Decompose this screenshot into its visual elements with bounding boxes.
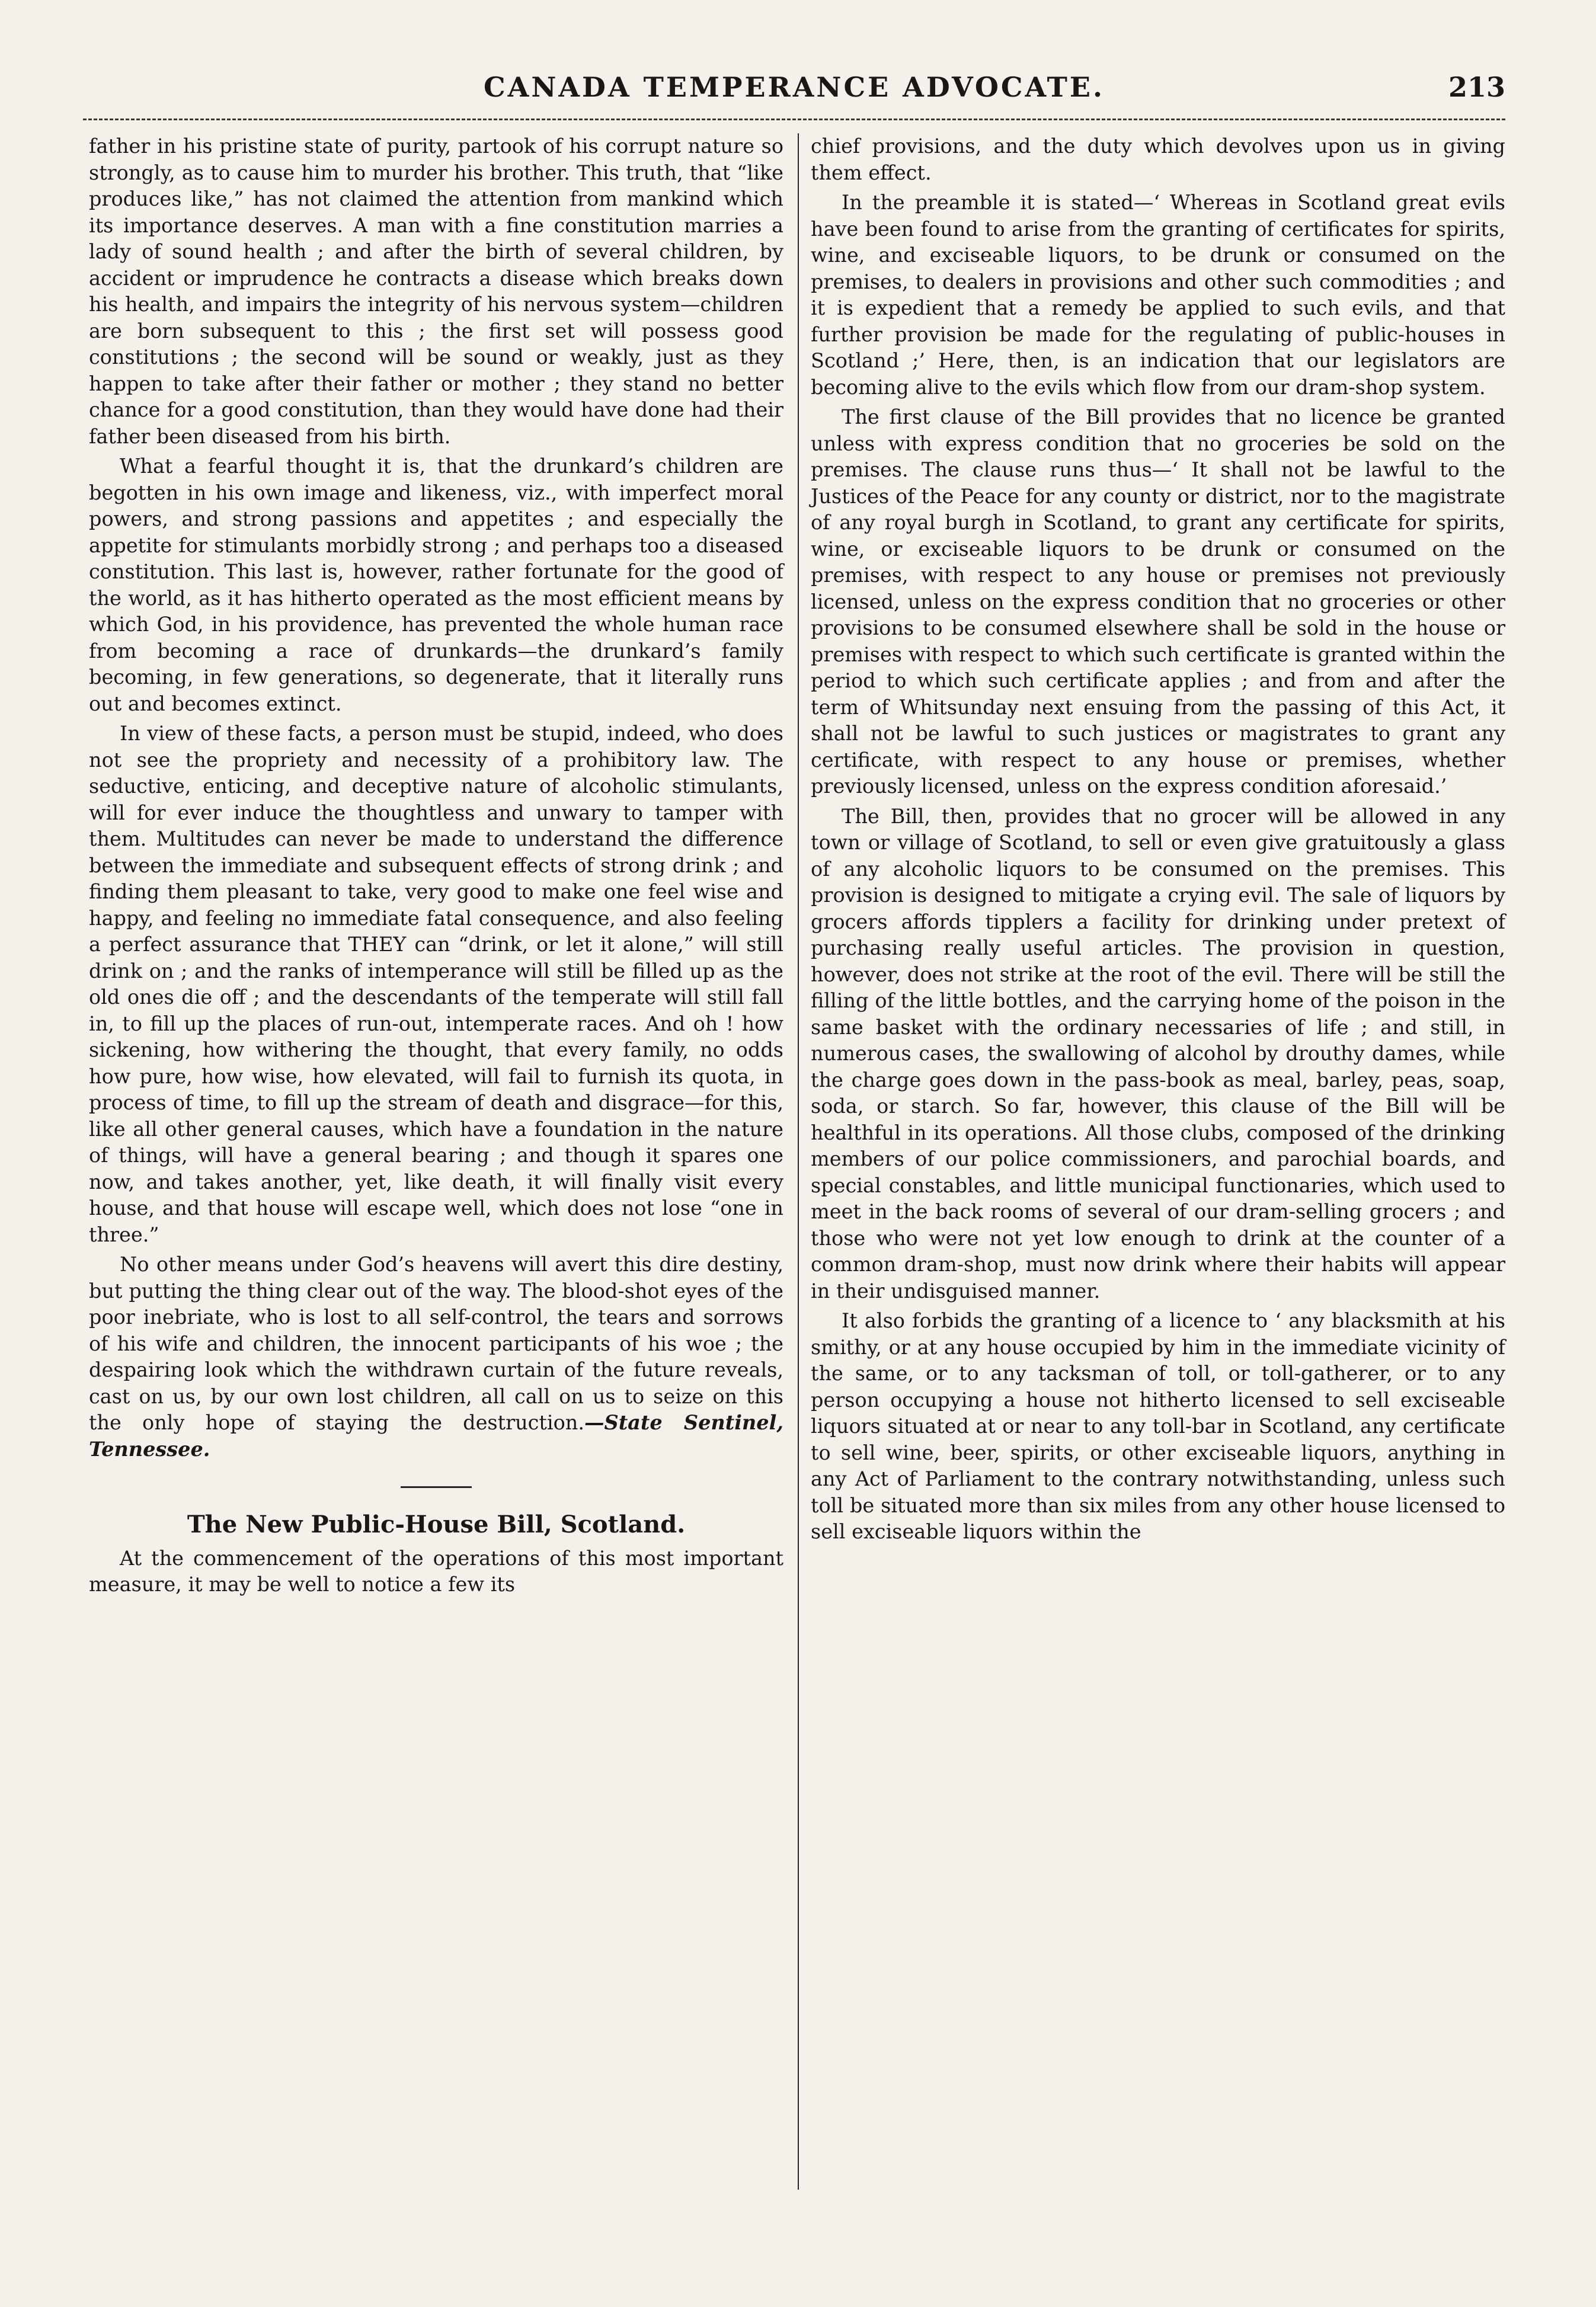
right-paragraph-4: The Bill, then, provides that no grocer will be allowed in any town or village of Scotland, to sell or even give gratuitously a glass of any alcoholic liquors to be consumed on the premises. This provision is designed to mitigate a crying evil. The sale of liquors by grocers affords tipplers a facility for drinking under pretext of purchasing really useful articles. The provision in question, however, does not strike at the root of the evil. There will be still the filling of the little bottles, and the carrying home of the poison in the same basket with the ordinary necessaries of life ; and still, in numerous cases, the swallowing of alcohol by drouthy dames, while the charge goes down in the pass-book as meal, barley, peas, soap, soda, or starch. So far, however, this clause of the Bill will be healthful in its operations. All those clubs, composed of the drinking members of our police commissioners, and parochial boards, and special constables, and little municipal functionaries, which used to meet in the back rooms of several of our dram-selling grocers ; and those who were not yet low enough to drink at the counter of a common dram-shop, must now drink where their habits will appear in their undisguised manner. <box>811 804 1505 1303</box>
left-paragraph-4-text: No other means under God’s heavens will avert this dire destiny, but putting the thing clear out of the way. The blood-shot eyes of the poor inebriate, who is lost to all self-control, the tears and sorrows of his wife and children, the innocent participants of his woe ; the despairing look which the withdrawn curtain of the future reveals, cast on us, by our own lost children, all call on us to seize on this the only hope of staying the destruction. <box>89 1253 783 1434</box>
header-rule <box>83 119 1505 120</box>
page-header <box>83 71 1505 119</box>
left-paragraph-2: What a fearful thought it is, that the drunkard’s children are begotten in his own image and likeness, viz., with imperfect moral powers, and strong passions and appetites ; and especially the appetite for stimulants morbidly strong ; and perhaps too a diseased constitution. This last is, however, rather fortunate for the good of the world, as it has hitherto operated as the most efficient means by which God, in his providence, has prevented the whole human race from becoming a race of drunkards—the drunkard’s family becoming, in few generations, so degenerate, that it literally runs out and becomes extinct. <box>89 455 783 715</box>
section-separator <box>401 1486 472 1488</box>
right-column <box>811 133 1505 1549</box>
section-paragraph: At the commencement of the operations of this most important measure, it may be well to notice a few its <box>89 1546 783 1596</box>
left-paragraph-3: In view of these facts, a person must be stupid, indeed, who does not see the propriety and necessity of a prohibitory law. The seductive, enticing, and deceptive nature of alcoholic stimulants, will for ever induce the thoughtless and unwary to tamper with them. Multitudes can never be made to understand the difference between the immediate and subsequent effects of strong drink ; and finding them pleasant to take, very good to make one feel wise and happy, and feeling no immediate fatal consequence, and also feeling a perfect assurance that THEY can “drink, or let it alone,” will still drink on ; and the ranks of intemperance will still be filled up as the old ones die off ; and the descendants of the temperate will still fall in, to fill up the places of run-out, intemperate races. And oh ! how sickening, how withering the thought, that every family, no odds how pure, how wise, how elevated, will fail to furnish its quota, in process of time, to fill up the stream of death and disgrace—for this, like all other general causes, which have a foundation in the nature of things, will have a general bearing ; and though it spares one now, and takes another, yet, like death, it will finally visit every house, and that house will escape well, which does not lose “one in three.” <box>89 722 783 1246</box>
running-title: CANADA TEMPERANCE ADVOCATE. <box>484 71 1105 103</box>
right-paragraph-5: It also forbids the granting of a licence to ‘ any blacksmith at his smithy, or at any house occupied by him in the immediate vicinity of the same, or to any tacksman of toll, or toll-gatherer, or to any person occupying a house not hitherto licensed to sell exciseable liquors situated at or near to any toll-bar in Scotland, any certificate to sell wine, beer, spirits, or other exciseable liquors, anything in any Act of Parliament to the contrary notwithstanding, unless such toll be situated more than six miles from any other house licensed to sell exciseable liquors within the <box>811 1309 1505 1543</box>
attribution: —State Sentinel, Tennessee. <box>89 1411 783 1461</box>
left-column <box>89 133 783 1602</box>
right-paragraph-1: chief provisions, and the duty which devolves upon us in giving them effect. <box>811 135 1505 184</box>
left-paragraph-4 <box>89 1252 783 1463</box>
column-divider <box>798 133 799 2190</box>
page-number: 213 <box>1448 71 1505 103</box>
section-title: The New Public-House Bill, Scotland. <box>187 1511 686 1538</box>
right-paragraph-3: The first clause of the Bill provides that no licence be granted unless with express condition that no groceries be sold on the premises. The clause runs thus—‘ It shall not be lawful to the Justices of the Peace for any county or district, nor to the magistrate of any royal burgh in Scotland, to grant any certificate for spirits, wine, or exciseable liquors to be drunk or consumed on the premises, with respect to any house or premises not previously licensed, unless on the express condition that no groceries or other provisions to be consumed elsewhere shall be sold in the house or premises with respect to which such certificate is granted within the period to which such certificate applies ; and from and after the term of Whitsunday next ensuing from the passing of this Act, it shall not be lawful to such justices or magistrates to grant any certificate, with respect to any house or premises, whether previously licensed, unless on the express condition aforesaid.’ <box>811 405 1505 798</box>
right-paragraph-2: In the preamble it is stated—‘ Whereas in Scotland great evils have been found to arise from the granting of certificates for spirits, wine, and exciseable liquors, to be drunk or consumed on the premises, to dealers in provisions and other such commodities ; and it is expedient that a remedy be applied to such evils, and that further provision be made for the regulating of public-houses in Scotland ;’ Here, then, is an indication that our legislators are becoming alive to the evils which flow from our dram-shop system. <box>811 191 1505 399</box>
left-paragraph-1: father in his pristine state of purity, partook of his corrupt nature so strongly, as to cause him to murder his brother. This truth, that “like produces like,” has not claimed the attention from mankind which its importance deserves. A man with a fine constitution marries a lady of sound health ; and after the birth of several children, by accident or imprudence he contracts a disease which breaks down his health, and impairs the integrity of his nervous system—children are born subsequent to this ; the first set will possess good constitutions ; the second will be sound or weakly, just as they happen to take after their father or mother ; they stand no better chance for a good constitution, than they would have done had their father been diseased from his birth. <box>89 135 783 448</box>
